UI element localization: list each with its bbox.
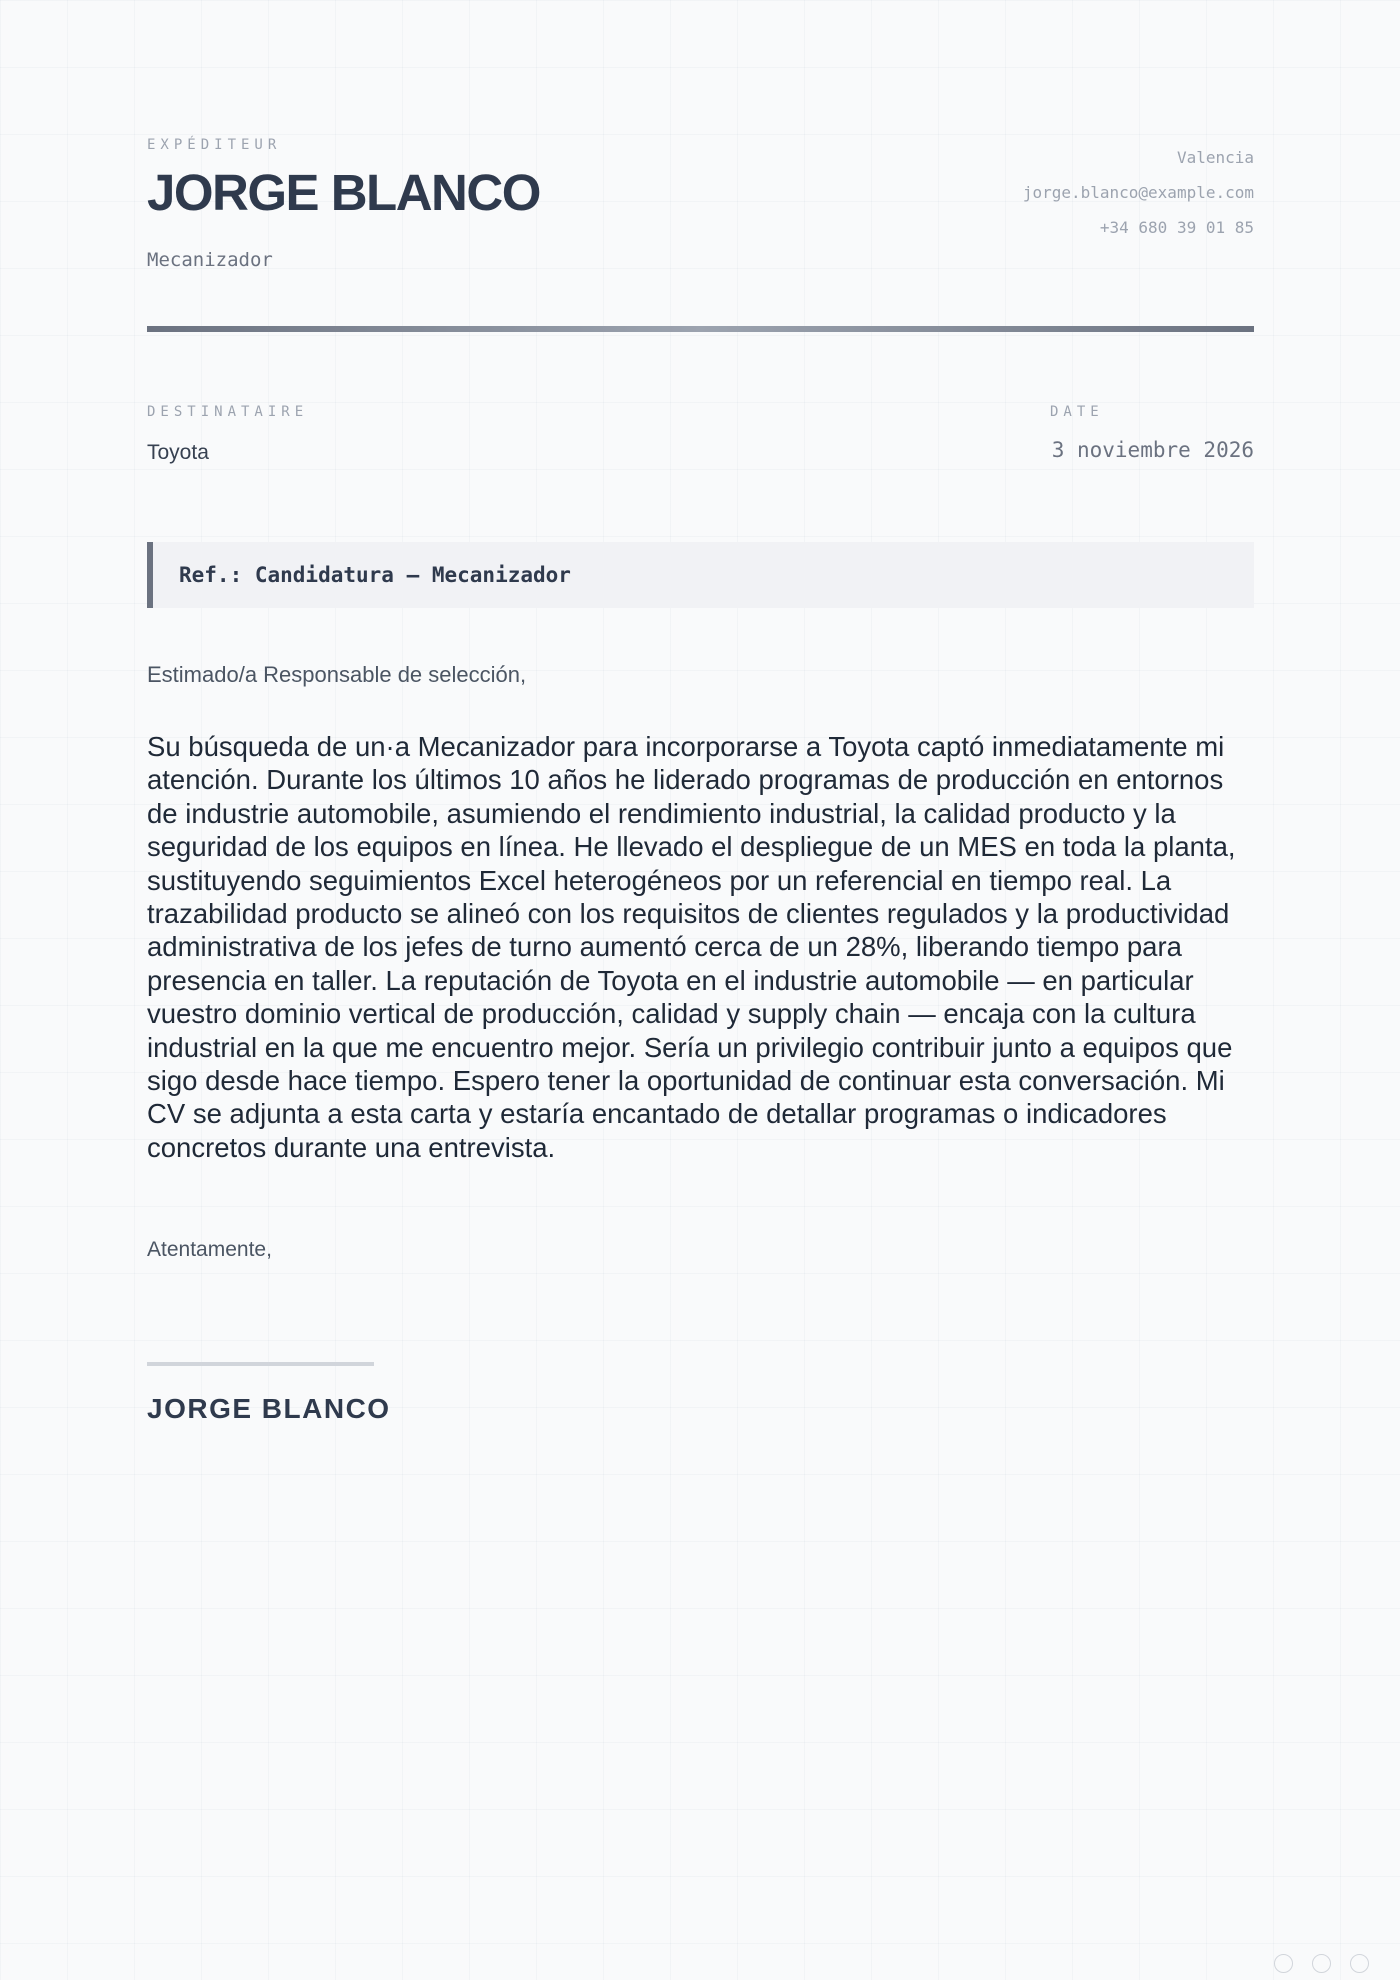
circle-icon[interactable] [1350, 1954, 1369, 1973]
subject-line [147, 542, 1254, 608]
page-indicator [1274, 1954, 1369, 1973]
circle-icon[interactable] [1312, 1954, 1331, 1973]
circle-icon[interactable] [1274, 1954, 1293, 1973]
salutation: Estimado/a Responsable de selección, [147, 662, 527, 687]
cover-letter-page [147, 0, 1254, 1980]
recipient-label: DESTINATAIRE [147, 404, 309, 420]
date-label: DATE [1050, 404, 1104, 420]
contact-email[interactable]: jorge.blanco@example.com [1022, 183, 1254, 202]
sender-role: Mecanizador [147, 249, 273, 271]
sender-label: EXPÉDITEUR [147, 137, 282, 153]
contact-block [1023, 140, 1254, 245]
header-divider [147, 326, 1254, 332]
contact-phone[interactable]: +34 680 39 01 85 [1099, 218, 1254, 237]
signature-name: JORGE BLANCO [147, 1393, 391, 1424]
subject-text: Ref.: Candidatura — Mecanizador [179, 563, 571, 587]
sender-name: JORGE BLANCO [147, 164, 540, 221]
contact-city: Valencia [1176, 148, 1254, 167]
signature-line [147, 1362, 374, 1366]
recipient-name: Toyota [147, 441, 209, 464]
letter-body: Su búsqueda de un·a Mecanizador para incorporarse a Toyota captó inmediatamente mi atención. Durante los últimos 10 años he liderado programas de producción en entornos de industrie automobile, asumiendo el rendimiento industrial, la calidad producto y la seguridad de los equipos en línea. He llevado el despliegue de un MES en toda la planta, sustituyendo seguimientos Excel heterogéneos por un referencial en tiempo real. La trazabilidad producto se alineó con los requisitos de clientes regulados y la productividad administrativa de los jefes de turno aumentó cerca de un 28%, liberando tiempo para presencia en taller. La reputación de Toyota en el industrie automobile — en particular vuestro dominio vertical de producción, calidad y supply chain — encaja con la cultura industrial en la que me encuentro mejor. Sería un privilegio contribuir junto a equipos que sigo desde hace tiempo. Espero tener la oportunidad de continuar esta conversación. Mi CV se adjunta a esta carta y estaría encantado de detallar programas o indicadores concretos durante una entrevista. [147, 731, 1236, 1163]
closing: Atentamente, [147, 1238, 272, 1261]
date-value: 3 noviembre 2026 [1051, 438, 1254, 462]
